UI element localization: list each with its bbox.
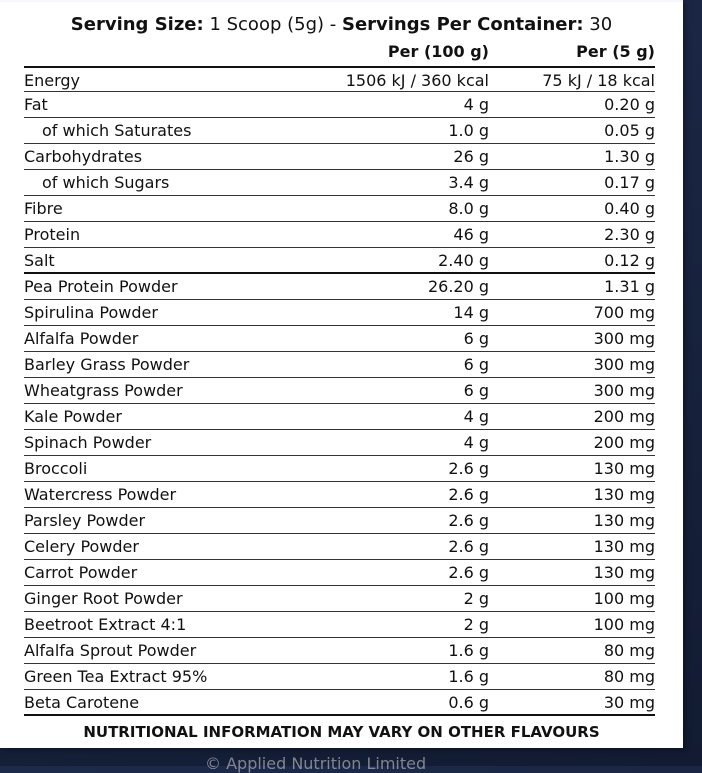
- table-row: [24, 118, 655, 144]
- serving-size-label: Serving Size:: [70, 14, 204, 35]
- row-value-per-5g: 0.12 g: [604, 251, 655, 270]
- table-row: [24, 222, 655, 248]
- row-value-per-5g: 130 mg: [593, 511, 655, 530]
- table-row: [24, 456, 655, 482]
- row-value-per-100g: 8.0 g: [448, 199, 489, 218]
- row-value-per-5g: 130 mg: [593, 537, 655, 556]
- row-name: Carrot Powder: [24, 563, 138, 582]
- row-name: Watercress Powder: [24, 485, 177, 504]
- row-value-per-5g: 0.05 g: [604, 121, 655, 140]
- row-name: Barley Grass Powder: [24, 355, 190, 374]
- row-value-per-5g: 1.31 g: [604, 277, 655, 296]
- table-row: [24, 690, 655, 716]
- table-row: [24, 352, 655, 378]
- table-row: [24, 404, 655, 430]
- row-value-per-5g: 1.30 g: [604, 147, 655, 166]
- row-name: Fibre: [24, 199, 63, 218]
- row-value-per-100g: 14 g: [453, 303, 489, 322]
- row-value-per-100g: 1.6 g: [448, 641, 489, 660]
- table-row: [24, 586, 655, 612]
- row-name: Alfalfa Powder: [24, 329, 139, 348]
- row-value-per-5g: 100 mg: [593, 615, 655, 634]
- row-value-per-100g: 2 g: [463, 589, 489, 608]
- serving-info: [0, 14, 683, 35]
- row-name: Ginger Root Powder: [24, 589, 183, 608]
- column-header-per-5g: Per (5 g): [576, 42, 655, 61]
- table-row: [24, 664, 655, 690]
- table-row: [24, 196, 655, 222]
- row-value-per-100g: 2.6 g: [448, 511, 489, 530]
- table-row: [24, 612, 655, 638]
- row-value-per-100g: 3.4 g: [448, 173, 489, 192]
- row-name: Fat: [24, 95, 48, 114]
- row-value-per-100g: 2.6 g: [448, 459, 489, 478]
- row-value-per-5g: 700 mg: [593, 303, 655, 322]
- row-value-per-100g: 2.6 g: [448, 563, 489, 582]
- row-value-per-5g: 30 mg: [603, 693, 655, 712]
- table-row: [24, 430, 655, 456]
- table-row: [24, 508, 655, 534]
- row-value-per-100g: 1.6 g: [448, 667, 489, 686]
- row-value-per-100g: 46 g: [453, 225, 489, 244]
- column-header-per-100g: Per (100 g): [387, 42, 489, 61]
- copyright-watermark: © Applied Nutrition Limited: [205, 754, 427, 773]
- row-name: of which Sugars: [42, 173, 170, 192]
- table-row: [24, 482, 655, 508]
- row-value-per-5g: 300 mg: [593, 355, 655, 374]
- row-value-per-5g: 200 mg: [593, 433, 655, 452]
- row-value-per-100g: 0.6 g: [448, 693, 489, 712]
- row-value-per-100g: 2.6 g: [448, 485, 489, 504]
- row-value-per-100g: 26 g: [453, 147, 489, 166]
- table-row: [24, 170, 655, 196]
- serving-size-value: 1 Scoop (5g) -: [203, 14, 342, 35]
- row-name: Green Tea Extract 95%: [24, 667, 208, 686]
- table-row: [24, 274, 655, 300]
- row-value-per-100g: 4 g: [463, 433, 489, 452]
- row-value-per-100g: 4 g: [463, 407, 489, 426]
- row-name: Spirulina Powder: [24, 303, 158, 322]
- row-name: Beetroot Extract 4:1: [24, 615, 187, 634]
- row-value-per-100g: 26.20 g: [427, 277, 489, 296]
- table-row: [24, 300, 655, 326]
- row-value-per-5g: 130 mg: [593, 459, 655, 478]
- table-row: [24, 534, 655, 560]
- row-name: Celery Powder: [24, 537, 139, 556]
- row-name: Spinach Powder: [24, 433, 152, 452]
- servings-label: Servings Per Container:: [341, 14, 584, 35]
- table-row: [24, 66, 655, 92]
- row-name: Parsley Powder: [24, 511, 146, 530]
- table-row: [24, 560, 655, 586]
- table-row: [24, 326, 655, 352]
- row-name: Carbohydrates: [24, 147, 143, 166]
- row-name: Broccoli: [24, 459, 88, 478]
- row-value-per-5g: 130 mg: [593, 485, 655, 504]
- table-row: [24, 378, 655, 404]
- row-value-per-5g: 80 mg: [603, 641, 655, 660]
- nutrition-table: [24, 66, 655, 716]
- row-value-per-5g: 0.40 g: [604, 199, 655, 218]
- row-name: Kale Powder: [24, 407, 122, 426]
- row-value-per-5g: 100 mg: [593, 589, 655, 608]
- row-value-per-5g: 0.17 g: [604, 173, 655, 192]
- row-value-per-5g: 2.30 g: [604, 225, 655, 244]
- row-value-per-100g: 4 g: [463, 95, 489, 114]
- row-value-per-100g: 1.0 g: [448, 121, 489, 140]
- row-value-per-100g: 2 g: [463, 615, 489, 634]
- row-value-per-100g: 2.40 g: [438, 251, 489, 270]
- row-value-per-100g: 1506 kJ / 360 kcal: [345, 71, 489, 90]
- row-value-per-5g: 300 mg: [593, 381, 655, 400]
- row-name: Wheatgrass Powder: [24, 381, 183, 400]
- row-value-per-5g: 0.20 g: [604, 95, 655, 114]
- row-name: Alfalfa Sprout Powder: [24, 641, 197, 660]
- row-name: Energy: [24, 71, 81, 90]
- row-name: Salt: [24, 251, 55, 270]
- flavour-disclaimer: NUTRITIONAL INFORMATION MAY VARY ON OTHER FLAVOURS: [83, 723, 600, 741]
- row-name: Protein: [24, 225, 81, 244]
- row-value-per-100g: 6 g: [463, 329, 489, 348]
- table-row: [24, 638, 655, 664]
- row-value-per-100g: 6 g: [463, 381, 489, 400]
- row-value-per-5g: 300 mg: [593, 329, 655, 348]
- row-value-per-5g: 130 mg: [593, 563, 655, 582]
- row-value-per-100g: 2.6 g: [448, 537, 489, 556]
- row-value-per-100g: 6 g: [463, 355, 489, 374]
- servings-value: 30: [583, 14, 613, 35]
- row-name: of which Saturates: [42, 121, 192, 140]
- row-name: Beta Carotene: [24, 693, 140, 712]
- table-row: [24, 92, 655, 118]
- row-name: Pea Protein Powder: [24, 277, 178, 296]
- row-value-per-5g: 80 mg: [603, 667, 655, 686]
- row-value-per-5g: 75 kJ / 18 kcal: [542, 71, 655, 90]
- row-value-per-5g: 200 mg: [593, 407, 655, 426]
- table-row: [24, 144, 655, 170]
- table-row: [24, 248, 655, 274]
